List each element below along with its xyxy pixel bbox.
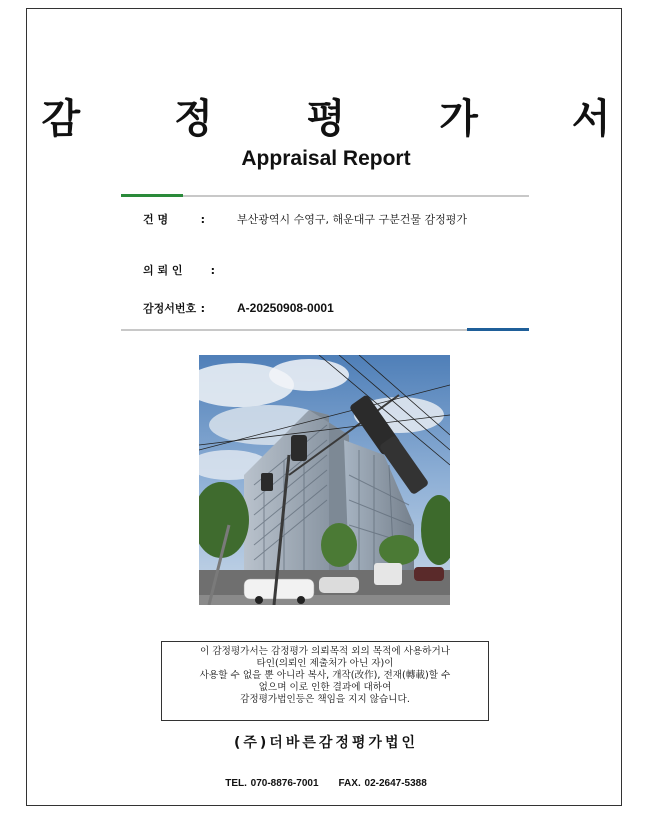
contact-info: TEL. 070-8876-7001 FAX. 02-2647-5388 (225, 778, 427, 789)
field-label-client: 의 뢰 인 : (143, 264, 215, 277)
notice-line: 사용할 수 없을 뿐 아니라 복사, 개작(改作), 전재(轉載)할 수 (199, 670, 451, 681)
title-english: Appraisal Report (241, 147, 411, 170)
notice-line: 타인(의뢰인 제출처가 아닌 자)이 (256, 658, 394, 669)
field-label-report-number-text: 감정서번호 (143, 302, 197, 315)
disclaimer-notice (161, 641, 489, 721)
company-name: (주)더바른감정평가법인 (233, 735, 419, 751)
field-label-case: 건 명 : (143, 213, 205, 226)
field-label-case-text: 건 명 (143, 213, 169, 226)
property-photo (199, 355, 450, 605)
green-accent-bar (121, 194, 183, 197)
notice-line: 없으며 이로 인한 결과에 대하여 (258, 682, 392, 693)
title-korean: 감 정 평 가 서 (41, 96, 651, 142)
notice-line: 이 감정평가서는 감정평가 의뢰목적 외의 목적에 사용하거나 (200, 646, 450, 657)
field-label-client-text: 의 뢰 인 (143, 264, 183, 277)
field-label-report-number: 감정서번호 : (143, 302, 205, 315)
blue-accent-bar (467, 328, 529, 331)
notice-line: 감정평가법인등은 책임을 지지 않습니다. (240, 694, 410, 705)
field-value-report-number: A-20250908-0001 (237, 301, 334, 315)
field-value-case: 부산광역시 수영구, 해운대구 구분건물 감정평가 (237, 213, 468, 226)
